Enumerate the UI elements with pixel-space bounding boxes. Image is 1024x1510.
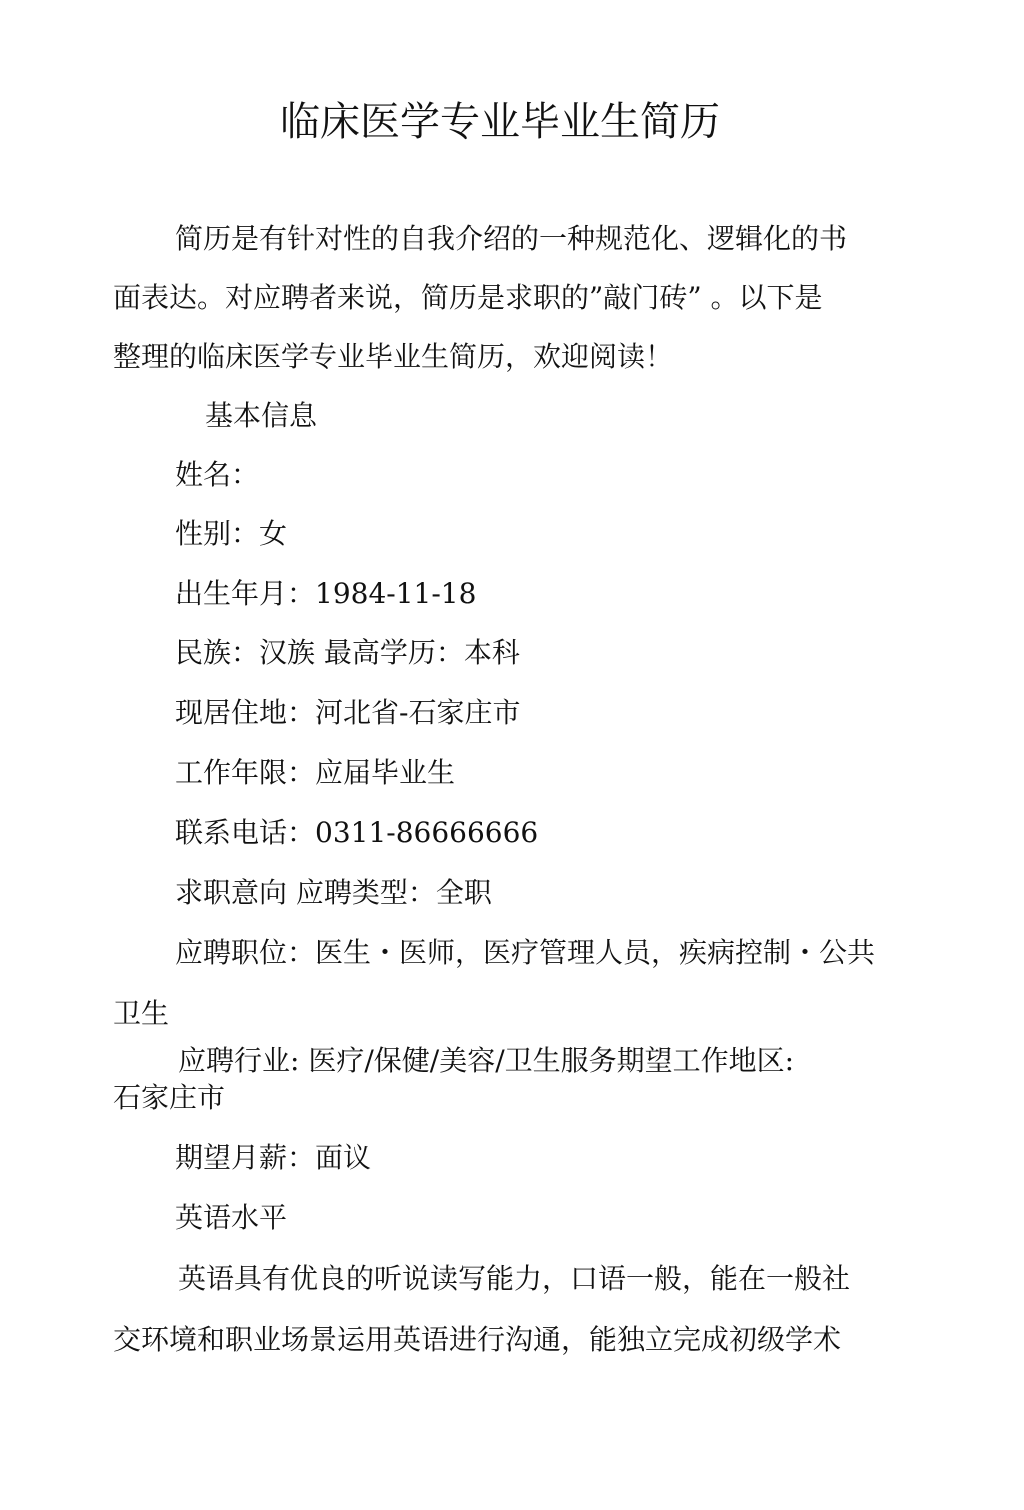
basic-info-heading: 基本信息 — [205, 399, 318, 432]
field-name: 姓名： — [175, 458, 260, 491]
field-residence: 现居住地：河北省-石家庄市 — [175, 696, 521, 729]
english-heading: 英语水平 — [175, 1201, 288, 1234]
intro-line-1: 简历是有针对性的自我介绍的一种规范化、逻辑化的书 — [175, 222, 848, 255]
field-birth: 出生年月：1984-11-18 — [175, 577, 477, 610]
english-line-1: 英语具有优良的听说读写能力，口语一般，能在一般社 — [178, 1262, 851, 1295]
field-industry-line-2: 石家庄市 — [113, 1081, 226, 1114]
field-salary: 期望月薪：面议 — [175, 1141, 372, 1174]
field-position-line-2: 卫生 — [113, 997, 170, 1030]
field-job-intent: 求职意向 应聘类型：全职 — [175, 876, 492, 909]
field-gender: 性别：女 — [175, 517, 288, 550]
intro-line-3: 整理的临床医学专业毕业生简历，欢迎阅读！ — [113, 340, 674, 373]
field-industry-line-1: 应聘行业: 医疗/保健/美容/卫生服务期望工作地区: — [178, 1044, 795, 1077]
field-work-years: 工作年限：应届毕业生 — [175, 756, 456, 789]
english-line-2: 交环境和职业场景运用英语进行沟通，能独立完成初级学术 — [113, 1323, 842, 1356]
intro-line-2: 面表达。对应聘者来说，简历是求职的”敲门砖” 。以下是 — [113, 281, 823, 314]
field-ethnicity-education: 民族：汉族 最高学历：本科 — [175, 636, 520, 669]
document-title: 临床医学专业毕业生简历 — [280, 99, 720, 145]
field-position-line-1: 应聘职位：医生・医师，医疗管理人员，疾病控制・公共 — [175, 936, 876, 969]
field-phone: 联系电话：0311-86666666 — [175, 816, 539, 849]
